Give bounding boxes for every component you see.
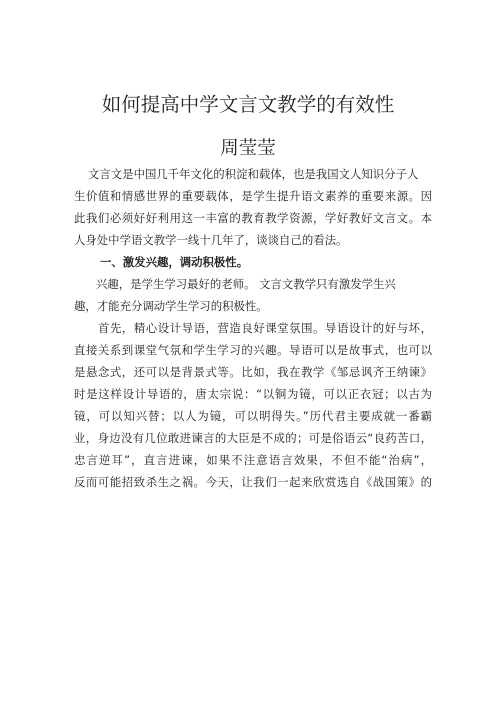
- paragraph-1-line-3: 此我们必须好好利用这一丰富的教育教学资源，学好教好文言文。本: [74, 211, 432, 225]
- paragraph-2-line-2: 趣，才能充分调动学生学习的积极性。: [74, 299, 268, 313]
- paragraph-3-line-5: 镜，可以知兴替；以人为镜，可以明得失。”历代君主要成就一番霸: [74, 409, 432, 423]
- paragraph-3-line-1: 首先，精心设计导语，营造良好课堂氛围。导语设计的好与坏，: [98, 321, 432, 335]
- paragraph-1-line-2: 生价值和情感世界的重要载体，是学生提升语文素养的重要来源。因: [74, 189, 432, 203]
- paragraph-3-line-4: 时是这样设计导语的，唐太宗说：“以铜为镜，可以正衣冠；以古为: [74, 387, 432, 401]
- paragraph-1-line-1: 文言文是中国几千年文化的积淀和载体，也是我国文人知识分子人: [88, 167, 419, 181]
- paragraph-3-line-3: 是悬念式，还可以是背景式等。比如，我在教学《邹忌讽齐王纳谏》: [74, 365, 432, 379]
- paragraph-2-line-1: 兴趣，是学生学习最好的老师。 文言文教学只有激发学生兴: [96, 277, 396, 291]
- paragraph-3-line-2: 直接关系到课堂气氛和学生学习的兴趣。导语可以是故事式，也可以: [74, 343, 432, 357]
- paragraph-3-line-7: 忠言逆耳”，直言进谏，如果不注意语言效果，不但不能“治病”，: [74, 453, 432, 467]
- paragraph-1-line-4: 人身处中学语文教学一线十几年了，谈谈自己的看法。: [74, 233, 348, 247]
- document-author: 周莹莹: [220, 138, 276, 159]
- section-heading-1: 一、激发兴趣，调动积极性。: [100, 255, 249, 269]
- document-title: 如何提高中学文言文教学的有效性: [101, 93, 395, 116]
- paragraph-3-line-6: 业，身边没有几位敢进谏言的大臣是不成的；可是俗语云“良药苦口，: [74, 431, 432, 445]
- paragraph-3-line-8: 反而可能招致杀生之祸。今天，让我们一起来欣赏选自《战国策》的: [74, 475, 432, 489]
